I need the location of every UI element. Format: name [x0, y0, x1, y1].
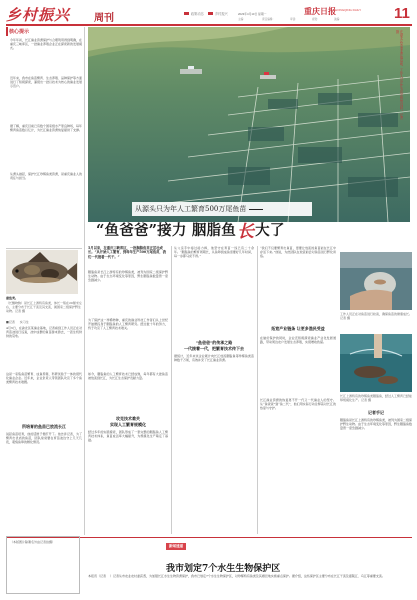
- newspaper-logo: 重庆日报: [304, 6, 336, 16]
- middle-subhead-2: “鱼爸爸”的传承之路: [195, 340, 233, 345]
- middle2-paragraph-2: 据统计，近年来该企业累计向长江放流胭脂鱼等珍稀鱼类苗种数千万尾，有效补充了长江渔业资源。: [174, 354, 254, 363]
- date-line: 2023年4月10日 星期一: [238, 12, 267, 16]
- middle-subhead-1b: 实现人工繁育规模化: [110, 422, 146, 427]
- header-rule: [6, 24, 412, 26]
- fish-photo-caption-label: 唐鱼卖。: [6, 296, 19, 300]
- right-photo-2-caption: 长江上游特有的珍稀鱼类胭脂鱼，经过人工繁育已经能够规模化生产。记者 摄: [340, 394, 413, 402]
- news-tag: 新闻速递: [166, 543, 186, 550]
- topic-title: 核心提示: [9, 29, 30, 35]
- fish-farm-image: [88, 27, 410, 222]
- right-paragraph-1: “我们不仅要繁育出鱼苗，更要让放流的鱼苗能在长江中存活下来。”他说，为此团队在放流前会对鱼苗进行野化训练。: [260, 246, 336, 259]
- middle-paragraph-1: 胭脂鱼是长江上游特有的珍稀鱼类，被列为国家二级保护野生动物。由于生态环境变化等原因，野生胭脂鱼数量曾一度急剧减少。: [88, 270, 168, 283]
- right-subhead: 拓宽产业链条 让更多渔民受益: [271, 326, 325, 331]
- middle-paragraph-3: 如今，胭脂鱼的人工繁育技术已经成熟，每年都有大批鱼苗被放流到长江，为长江生态保护贡献力量。: [88, 372, 168, 381]
- middle-paragraph-4: 经过多年的实践摸索，团队形成了一套完整的胭脂鱼人工繁育技术体系，鱼苗成活率大幅提升，为规模化生产奠定了基础。: [88, 430, 168, 443]
- left-sidebar-body: 说起鱼苗培育，他的话匣子便打开了。他告诉记者，为了繁育出优质的鱼苗，团队常常要在育苗池边守上几天几夜，观察鱼卵的孵化情况。: [6, 432, 82, 445]
- corner-box-text: （本版图片除署名外由记者拍摄）: [10, 540, 56, 544]
- headline-part-1: “鱼爸爸”接力 胭脂鱼: [96, 221, 236, 239]
- headline-kicker: [132, 202, 312, 216]
- reporter-line: ■记者 实习生: [6, 320, 33, 324]
- tag-marker-icon: [184, 12, 189, 15]
- topic-title-bar: [6, 27, 8, 36]
- main-photo: [88, 27, 410, 222]
- left-body-paragraph-1: 4月3日，在渝北区某渔业基地，记者看到工作人员正在对育苗池进行巡查，池中成群的鱼苗游来游去，一派生机勃勃的景象。: [6, 326, 82, 339]
- fish-tank-image: [340, 334, 412, 392]
- right-paragraph-2: 在做好保护的同时，企业还积极探索渔业产业化发展道路，带动周边农户发展生态养殖，实现增收致富。: [260, 336, 336, 345]
- fish-image: [6, 250, 78, 294]
- kicker-text: 从源头只为年人工繁育500万尾鱼苗: [135, 205, 247, 213]
- meta-visual: 视觉：: [312, 18, 320, 21]
- kicker-dash: [249, 209, 263, 210]
- hand-holding-fish-image: [340, 252, 412, 310]
- fish-photo: [6, 250, 78, 294]
- divider: [6, 248, 82, 249]
- vertical-photo-caption: 在渝北区某渔业养殖基地，工作人员正在为鱼苗投放饲料。记者 摄: [395, 30, 403, 120]
- news-title: 我市划定7个水生生物保护区: [166, 564, 281, 574]
- intro-paragraph-3: 据了解，重庆目前已有数个国家级水产原良种场，每年繁育鱼苗数以亿计，为长江渔业资源恢复提供了支撑。: [10, 124, 83, 133]
- fish-photo-caption: （长鳍吻鮈）是长江上游特有鱼类，体长一般在20厘米左右，主要分布于长江干流及其支流，属国家二级保护野生动物。记者 摄: [6, 301, 82, 313]
- headline-red-character: 长: [236, 221, 255, 242]
- left-subhead: 所培育的鱼苗已放流长江: [22, 424, 66, 429]
- intro-paragraph-4: 从源头做起，保护长江珍稀鱼类资源，是重庆渔业人的责任与担当。: [10, 172, 83, 181]
- header-tag-2: 乡村振兴: [208, 11, 228, 16]
- column-divider-mid: [171, 246, 172, 534]
- news-body: 本报讯（记者 ）记者从市农业农村委获悉，为加强长江水生生物资源保护，我市已划定7个水生生物保护区，对珍稀特有鱼类及其栖息地实施重点保护。据介绍，这些保护区主要分布在长江干流及嘉陵江、乌江等重要支流。: [88, 574, 385, 578]
- section-brand: 乡村振兴: [6, 6, 71, 24]
- column-divider-right: [257, 246, 258, 534]
- middle-subhead-1: 攻克技术难关: [116, 416, 140, 421]
- tag-marker-icon: [208, 12, 213, 15]
- right-sidebar-title: 记者手记: [368, 410, 384, 415]
- middle2-paragraph: 从父亲手中接过接力棒，他坚守在育苗一线已有二十余年。“胭脂鱼的繁育周期长，从鱼卵到成鱼需要好几年时间，每一步都马虎不得。”: [174, 246, 254, 259]
- newspaper-logo-en: CHONGQING DAILY: [333, 8, 362, 12]
- middle-paragraph-2: 为了保护这一珍稀物种，重庆的渔业科技工作者们从上世纪开始便投身于胭脂鱼的人工繁育研究。经过数十年的努力，终于攻克了人工繁育技术难关。: [88, 318, 168, 331]
- middle-subhead-2b: 一代接着一代，把繁育技术传下去: [184, 346, 244, 351]
- weekly-label: 周刊: [94, 13, 114, 24]
- left-body-paragraph-2: 这是一家集鱼苗繁育、成鱼养殖、科研试验于一体的现代化渔业企业。近年来，企业负责人带领团队攻克了多个鱼类繁育技术难题。: [6, 372, 82, 385]
- meta-responsible: 责任编辑：: [262, 18, 275, 21]
- right-photo-2: [340, 334, 412, 392]
- right-sidebar-body: 长江渔业资源的恢复离不开一代又一代渔业人的坚守。从“鱼爸爸”到“鱼二代”，他们用实际行动诠释着对长江的热爱与守护。: [260, 398, 336, 411]
- header-tag-1: 政策动态: [184, 11, 204, 16]
- right-photo-1-caption: 工作人员正在对鱼苗进行检查，确保鱼苗的健康成长。记者 摄: [340, 312, 413, 320]
- headline-part-2: 大了: [255, 221, 285, 239]
- right-body-extra: 胭脂鱼是长江上游特有的珍稀鱼类，被列为国家二级保护野生动物。由于生态环境变化等原因，野生胭脂鱼数量曾一度急剧减少。: [340, 418, 413, 431]
- meta-design: 美编：: [334, 18, 342, 21]
- intro-paragraph-1: 今年年初，长江渔业资源保护与合理利用得到明确，在重庆三峡库区，一批渔业养殖企业正在探索新的发展模式。: [10, 38, 83, 51]
- headline: [96, 216, 396, 242]
- column-divider-left: [84, 27, 85, 535]
- meta-review: 审读：: [290, 18, 298, 21]
- page-number: 11: [394, 5, 410, 22]
- meta-editor: 主编：: [238, 18, 246, 21]
- middle-intro: 5月以来，在重庆三峡库区，一批胭脂鱼苗正茁壮成长。“从开始人工繁育，到每年生产500万尾鱼苗，我们一代接着一代干。”: [88, 246, 167, 259]
- corner-box: [6, 536, 80, 594]
- intro-paragraph-2: 近年来，我市在鱼苗繁育、生态养殖、品种保护等方面进行了积极探索，涌现出一批以技术为核心的渔业发展示范户。: [10, 76, 83, 89]
- right-photo-1: [340, 252, 412, 310]
